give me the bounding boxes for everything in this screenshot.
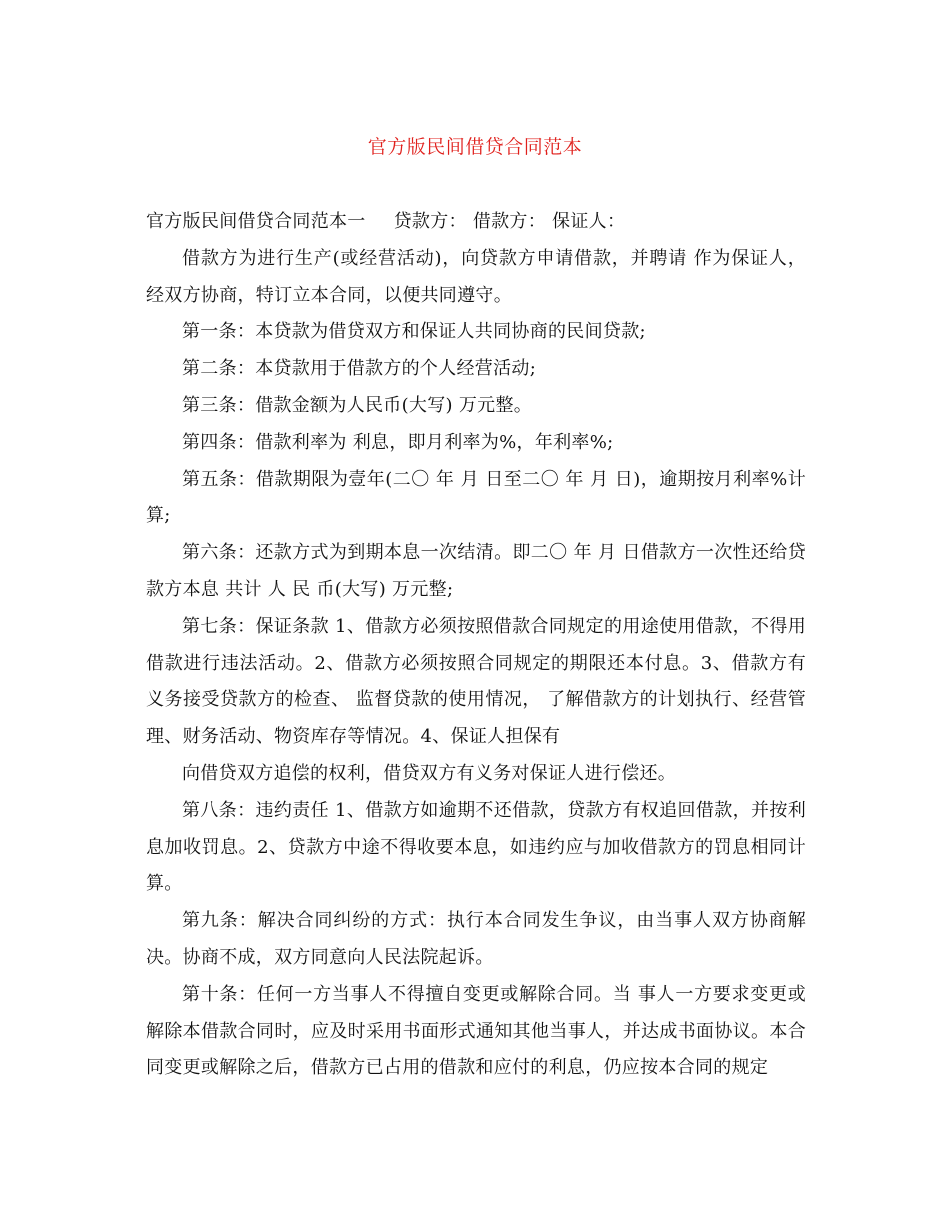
paragraph-article-4: 第四条：借款利率为 利息，即月利率为%，年利率%;	[182, 431, 614, 453]
paragraph-article-6: 第六条：还款方式为到期本息一次结清。即二〇 年 月 日借款方一次性还给贷款方本息 共计 人 民 币(大写) 万元整;	[146, 542, 806, 600]
paragraph-article-9: 第九条：解决合同纠纷的方式：执行本合同发生争议，由当事人双方协商解决。协商不成，双方同意向人民法院起诉。	[146, 910, 806, 968]
intro-heading: 官方版民间借贷合同范本一	[146, 211, 366, 232]
paragraph-article-7: 第七条：保证条款 1、借款方必须按照借款合同规定的用途使用借款，不得用借款进行违法活动。2、借款方必须按照合同规定的期限还本付息。3、借款方有义务接受贷款方的检查、 监督贷款的使用情况， 了解借款方的计划执行、经营管理、财务活动、物资库存等情况。4、保证人担保有	[146, 615, 806, 748]
paragraph-article-8: 第八条：违约责任 1、借款方如逾期不还借款，贷款方有权追回借款，并按利息加收罚息。2、贷款方中途不得收要本息，如违约应与加收借款方的罚息相同计算。	[146, 799, 806, 895]
paragraph-article-1: 第一条：本贷款为借贷双方和保证人共同协商的民间贷款;	[182, 321, 646, 343]
paragraph-article-2: 第二条：本贷款用于借款方的个人经营活动;	[182, 358, 537, 380]
paragraph-article-7-continued: 向借贷双方追偿的权利，借贷双方有义务对保证人进行偿还。	[182, 762, 677, 784]
document-body	[146, 204, 806, 1087]
paragraph-preamble: 借款方为进行生产(或经营活动)，向贷款方申请借款，并聘请 作为保证人，经双方协商，特订立本合同，以便共同遵守。	[146, 247, 806, 306]
intro-parties: 贷款方： 借款方： 保证人：	[393, 211, 626, 232]
intro-line	[146, 204, 806, 241]
paragraph-article-3: 第三条：借款金额为人民币(大写) 万元整。	[182, 394, 533, 416]
document-title: 官方版民间借贷合同范本	[367, 136, 583, 158]
paragraph-article-5: 第五条：借款期限为壹年(二〇 年 月 日至二〇 年 月 日)，逾期按月利率%计算;	[146, 468, 806, 527]
paragraph-article-10: 第十条：任何一方当事人不得擅自变更或解除合同。当 事人一方要求变更或解除本借款合同时，应及时采用书面形式通知其他当事人，并达成书面协议。本合同变更或解除之后，借款方已占用的借款和应付的利息，仍应按本合同的规定	[146, 983, 806, 1079]
